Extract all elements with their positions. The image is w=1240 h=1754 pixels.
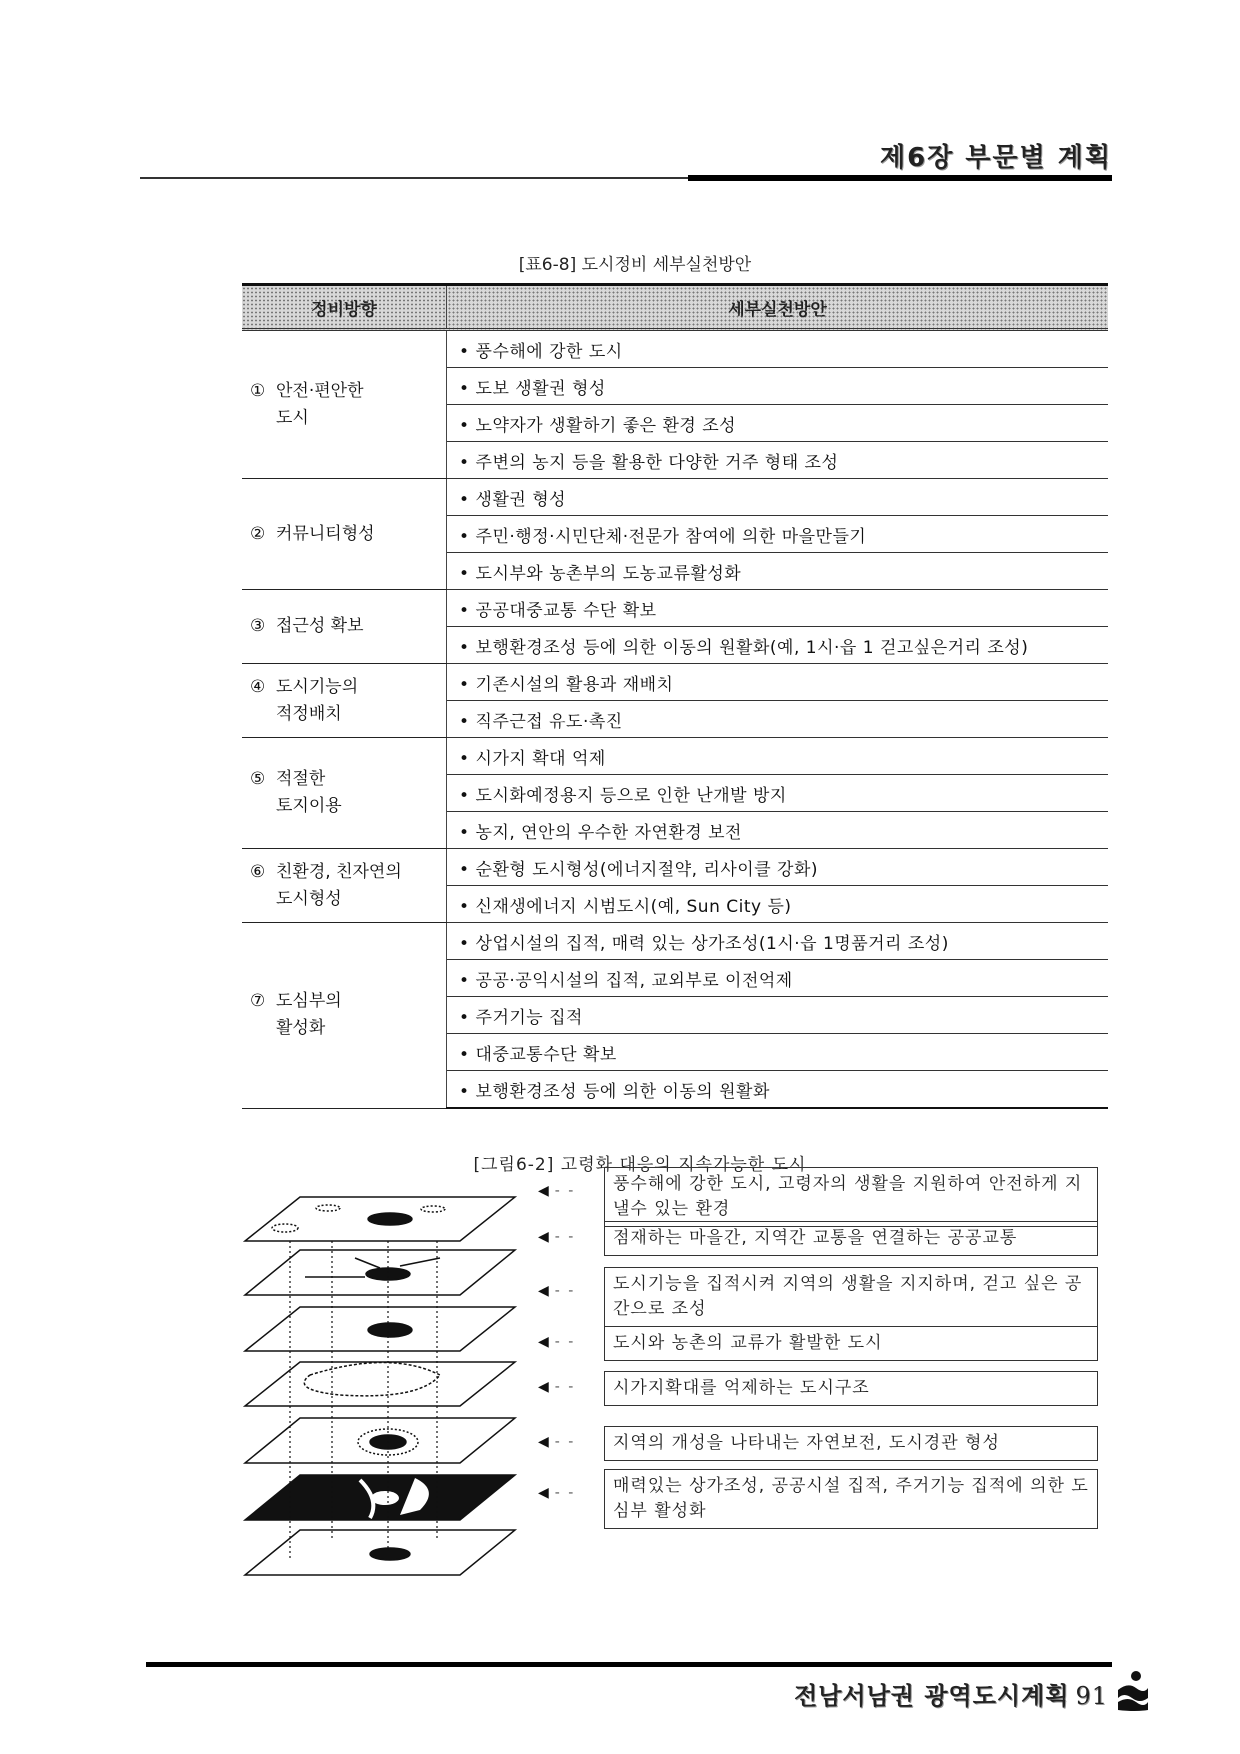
logo-icon <box>1114 1668 1150 1712</box>
arrow-left-icon: ◀ - - <box>538 1485 576 1501</box>
direction-label-line2: 도시형성 <box>276 888 342 909</box>
direction-number: ③ <box>250 616 266 636</box>
direction-label: 도심부의 <box>276 991 342 1012</box>
direction-number: ② <box>250 523 266 544</box>
arrow-glyph: ◀ <box>538 1229 549 1245</box>
direction-label-line2: 활성화 <box>276 1018 326 1039</box>
footer-document-title: 전남서남권 광역도시계획 <box>794 1682 1070 1710</box>
direction-cell <box>242 738 447 849</box>
action-item <box>447 405 1109 442</box>
action-item <box>447 590 1109 627</box>
direction-label-line2: 도시 <box>276 407 309 428</box>
bullet-icon: • <box>459 896 470 917</box>
figure-callout: 풍수해에 강한 도시, 고령자의 생활을 지원하여 안전하게 지낼수 있는 환경 <box>604 1167 1098 1227</box>
direction-cell <box>242 664 447 738</box>
column-header-direction: 정비방향 <box>242 285 447 330</box>
table-row <box>242 479 1108 516</box>
action-item <box>447 479 1109 516</box>
action-item-text: 노약자가 생활하기 좋은 환경 조성 <box>475 415 737 436</box>
plan-table <box>242 283 1108 1109</box>
table-body <box>242 330 1108 1109</box>
direction-label: 안전·편안한 <box>276 380 364 401</box>
action-item <box>447 701 1109 738</box>
action-item <box>447 849 1109 886</box>
direction-number: ① <box>250 380 266 401</box>
bullet-icon: • <box>459 674 470 695</box>
action-item-text: 공공대중교통 수단 확보 <box>475 600 657 621</box>
header-rule-accent <box>688 175 1112 181</box>
table-row <box>242 590 1108 627</box>
direction-number: ⑥ <box>250 861 266 882</box>
bullet-icon: • <box>459 489 470 510</box>
table-header-row <box>242 285 1108 330</box>
direction-label: 접근성 확보 <box>276 616 364 636</box>
action-item-text: 대중교통수단 확보 <box>475 1044 617 1065</box>
header-rule <box>140 177 690 179</box>
action-item-text: 기존시설의 활용과 재배치 <box>475 674 674 695</box>
figure-callout: 도시기능을 집적시켜 지역의 생활을 지지하며, 걷고 싶은 공간으로 조성 <box>604 1267 1098 1327</box>
action-item <box>447 812 1109 849</box>
action-item <box>447 997 1109 1034</box>
action-item-text: 순환형 도시형성(에너지절약, 리사이클 강화) <box>475 859 819 880</box>
direction-cell <box>242 849 447 923</box>
action-item <box>447 516 1109 553</box>
action-item <box>447 553 1109 590</box>
direction-number: ⑤ <box>250 769 266 789</box>
center-blob-icon <box>368 1213 412 1225</box>
bullet-icon: • <box>459 1007 470 1028</box>
bullet-icon: • <box>459 341 470 362</box>
action-item <box>447 1034 1109 1071</box>
figure-callout: 점재하는 마을간, 지역간 교통을 연결하는 공공교통 <box>604 1221 1098 1256</box>
bullet-icon: • <box>459 711 470 732</box>
action-item <box>447 1071 1109 1109</box>
action-item-text: 농지, 연안의 우수한 자연환경 보전 <box>475 822 742 843</box>
bullet-icon: • <box>459 452 470 473</box>
direction-label-line2: 적정배치 <box>276 703 342 724</box>
action-item-text: 신재생에너지 시범도시(예, Sun City 등) <box>475 896 792 917</box>
bullet-icon: • <box>459 1044 470 1065</box>
bullet-icon: • <box>459 970 470 991</box>
action-item <box>447 775 1109 812</box>
figure-callout: 매력있는 상가조성, 공공시설 집적, 주거기능 집적에 의한 도심부 활성화 <box>604 1469 1098 1529</box>
action-item-text: 풍수해에 강한 도시 <box>475 341 623 362</box>
arrow-left-icon: ◀ - - <box>538 1334 576 1350</box>
action-item <box>447 330 1109 368</box>
table-row <box>242 330 1108 368</box>
direction-number: ⑦ <box>250 991 266 1012</box>
bullet-icon: • <box>459 600 470 621</box>
direction-label: 도시기능의 <box>276 676 359 697</box>
action-item <box>447 664 1109 701</box>
table-row <box>242 664 1108 701</box>
action-item <box>447 923 1109 960</box>
layer-4-plane <box>245 1362 515 1406</box>
chapter-title: 제6장 부문별 계획 <box>879 143 1112 173</box>
table-row <box>242 923 1108 960</box>
bullet-icon: • <box>459 563 470 584</box>
arrow-glyph: ◀ <box>538 1334 549 1350</box>
action-item <box>447 442 1109 479</box>
direction-number: ④ <box>250 676 266 697</box>
arrow-left-icon: ◀ - - <box>538 1283 576 1299</box>
action-item-text: 도시화예정용지 등으로 인한 난개발 방지 <box>475 785 787 806</box>
arrow-glyph: ◀ <box>538 1183 549 1199</box>
bullet-icon: • <box>459 785 470 806</box>
page-number: 91 <box>1075 1682 1108 1710</box>
footer-rule <box>146 1662 1112 1667</box>
action-item-text: 생활권 형성 <box>475 489 567 510</box>
table-row <box>242 849 1108 886</box>
table-row <box>242 738 1108 775</box>
bullet-icon: • <box>459 1081 470 1102</box>
bullet-icon: • <box>459 859 470 880</box>
arrow-glyph: ◀ <box>538 1434 549 1450</box>
table-caption: [표6-8] 도시정비 세부실천방안 <box>518 255 752 275</box>
arrow-left-icon: ◀ - - <box>538 1434 576 1450</box>
action-item <box>447 960 1109 997</box>
direction-label: 친환경, 친자연의 <box>276 861 402 882</box>
direction-cell <box>242 479 447 590</box>
action-item <box>447 368 1109 405</box>
bullet-icon: • <box>459 748 470 769</box>
action-item-text: 도시부와 농촌부의 도농교류활성화 <box>475 563 742 584</box>
action-item <box>447 627 1109 664</box>
arrow-glyph: ◀ <box>538 1485 549 1501</box>
direction-cell <box>242 330 447 479</box>
bullet-icon: • <box>459 637 470 658</box>
bullet-icon: • <box>459 415 470 436</box>
bullet-icon: • <box>459 378 470 399</box>
layered-city-diagram <box>240 1180 540 1600</box>
footer-title <box>794 1676 1108 1711</box>
figure-caption: [그림6-2] 고령화 대응의 지속가능한 도시 <box>473 1155 807 1175</box>
action-item-text: 직주근접 유도·촉진 <box>475 711 623 732</box>
arrow-glyph: ◀ <box>538 1283 549 1299</box>
direction-cell <box>242 590 447 664</box>
bullet-icon: • <box>459 933 470 954</box>
direction-label: 커뮤니티형성 <box>276 523 375 544</box>
action-item <box>447 738 1109 775</box>
direction-label: 적절한 <box>276 769 326 789</box>
action-item-text: 주변의 농지 등을 활용한 다양한 거주 형태 조성 <box>475 452 839 473</box>
action-item-text: 주민·행정·시민단체·전문가 참여에 의한 마을만들기 <box>475 526 867 547</box>
arrow-left-icon: ◀ - - <box>538 1379 576 1395</box>
action-item-text: 주거기능 집적 <box>475 1007 583 1028</box>
arrow-left-icon: ◀ - - <box>538 1229 576 1245</box>
figure-callout: 도시와 농촌의 교류가 활발한 도시 <box>604 1326 1098 1361</box>
column-header-actions: 세부실천방안 <box>447 285 1109 330</box>
arrow-left-icon: ◀ - - <box>538 1183 576 1199</box>
arrow-glyph: ◀ <box>538 1379 549 1395</box>
bullet-icon: • <box>459 526 470 547</box>
action-item-text: 시가지 확대 억제 <box>475 748 606 769</box>
action-item-text: 공공·공익시설의 집적, 교외부로 이전억제 <box>475 970 793 991</box>
figure-callout: 지역의 개성을 나타내는 자연보전, 도시경관 형성 <box>604 1426 1098 1461</box>
action-item-text: 보행환경조성 등에 의한 이동의 원활화(예, 1시·읍 1 걷고싶은거리 조성) <box>475 637 1029 658</box>
bullet-icon: • <box>459 822 470 843</box>
action-item-text: 도보 생활권 형성 <box>475 378 606 399</box>
action-item-text: 상업시설의 집적, 매력 있는 상가조성(1시·읍 1명품거리 조성) <box>475 933 949 954</box>
figure-callout: 시가지확대를 억제하는 도시구조 <box>604 1371 1098 1406</box>
direction-label-line2: 토지이용 <box>276 796 342 816</box>
direction-cell <box>242 923 447 1109</box>
action-item-text: 보행환경조성 등에 의한 이동의 원활화 <box>475 1081 770 1102</box>
action-item <box>447 886 1109 923</box>
